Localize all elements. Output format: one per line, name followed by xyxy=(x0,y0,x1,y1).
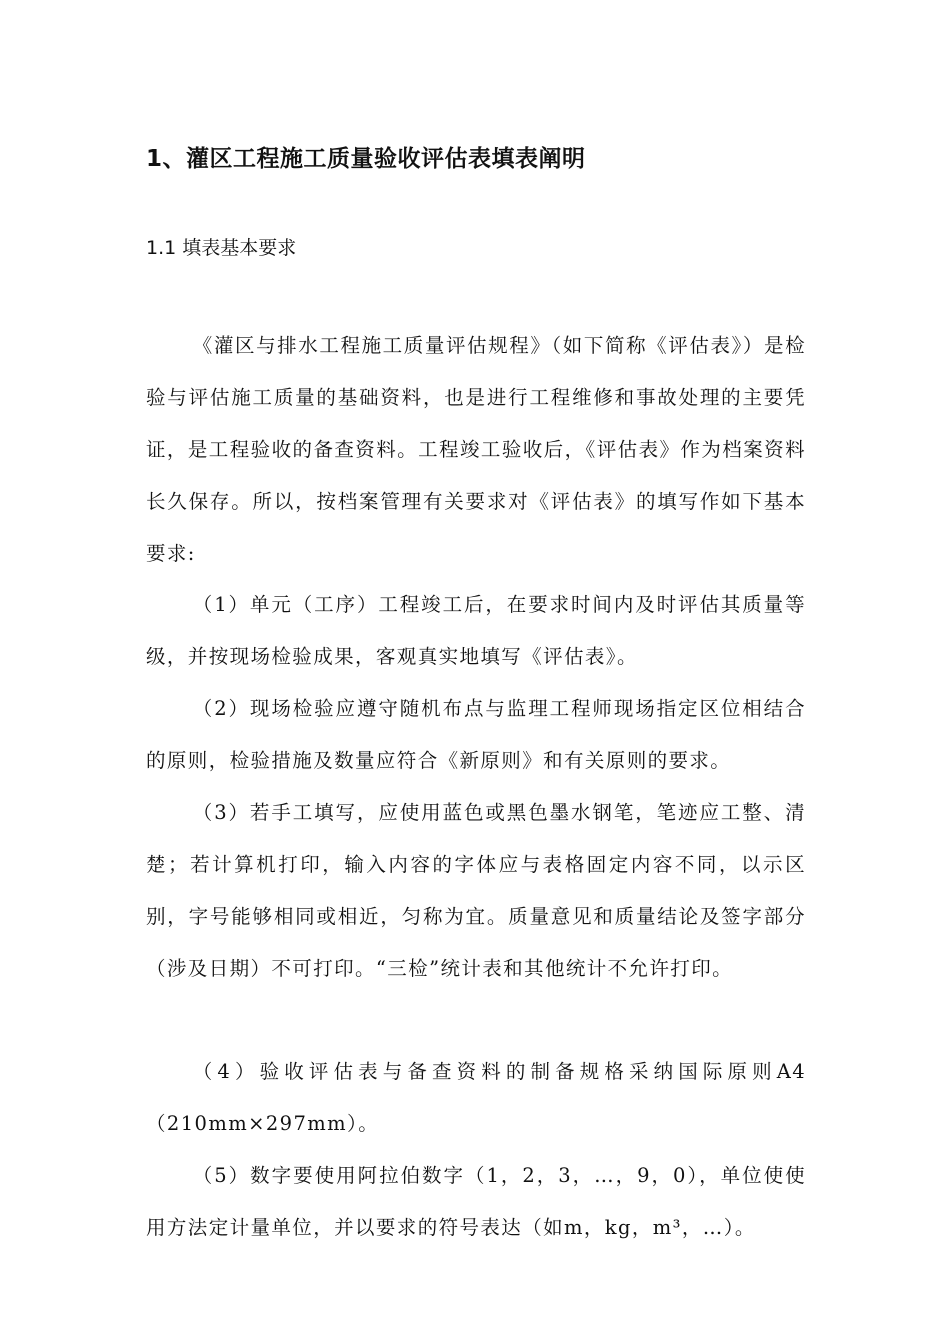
intro-paragraph: 《灌区与排水工程施工质量评估规程》（如下简称《评估表》）是检验与评估施工质量的基础资料，也是进行工程维修和事故处理的主要凭证，是工程验收的备查资料。工程竣工验收后，《评估表》作为档案资料长久保存。所以，按档案管理有关要求对《评估表》的填写作如下基本要求: xyxy=(146,333,806,565)
section-heading: 1.1 填表基本要求 xyxy=(146,237,297,259)
requirement-item-2: （2）现场检验应遵守随机布点与监理工程师现场指定区位相结合的原则，检验措施及数量应符合《新原则》和有关原则的要求。 xyxy=(146,696,806,772)
requirement-item-3: （3）若手工填写，应使用蓝色或黑色墨水钢笔，笔迹应工整、清楚；若计算机打印，输入内容的字体应与表格固定内容不同，以示区别，字号能够相同或相近，匀称为宜。质量意见和质量结论及签字部分（涉及日期）不可打印。“三检”统计表和其他统计不允许打印。 xyxy=(146,800,806,980)
document-title: 1、灌区工程施工质量验收评估表填表阐明 xyxy=(146,146,586,172)
requirement-item-4: （4）验收评估表与备查资料的制备规格采纳国际原则A4（210mm×297mm）。 xyxy=(146,1059,806,1135)
requirement-item-1: （1）单元（工序）工程竣工后，在要求时间内及时评估其质量等级，并按现场检验成果，客观真实地填写《评估表》。 xyxy=(146,592,806,668)
requirement-item-5: （5）数字要使用阿拉伯数字（1，2，3，…，9，0），单位使使用方法定计量单位，并以要求的符号表达（如m，kg，m³，…）。 xyxy=(146,1163,806,1239)
